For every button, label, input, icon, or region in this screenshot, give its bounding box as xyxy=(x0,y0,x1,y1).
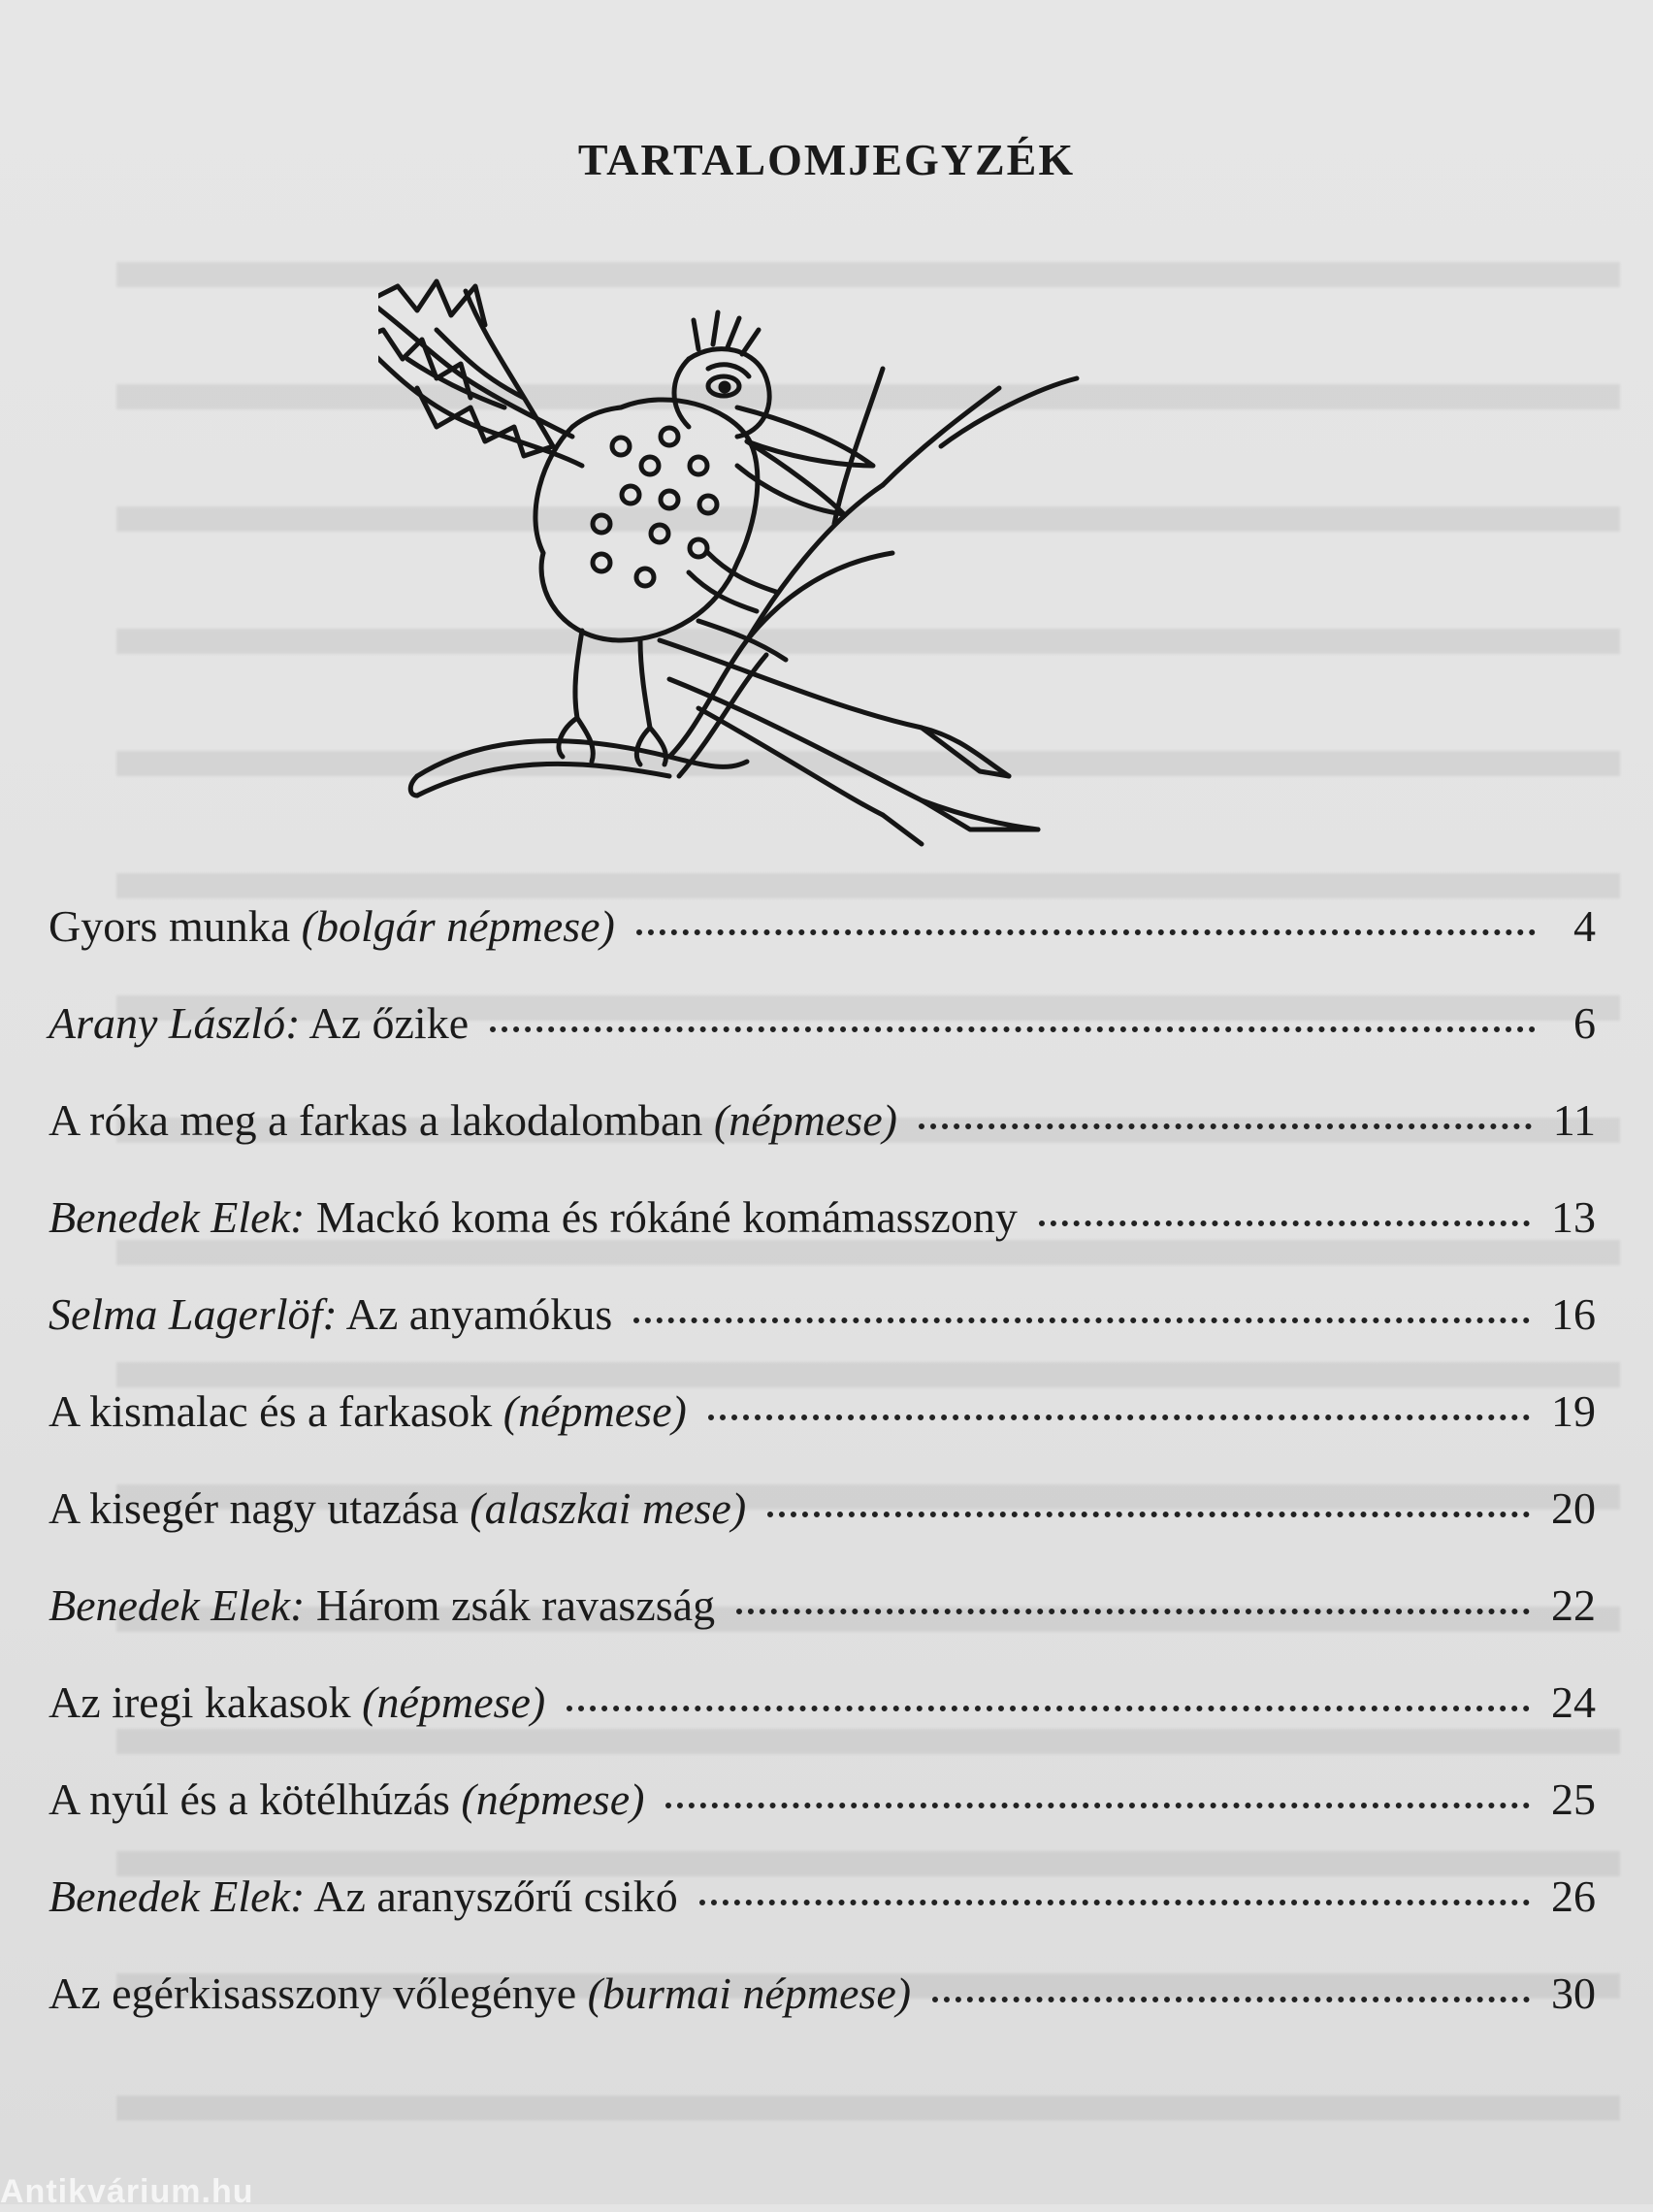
toc-entry[interactable] xyxy=(49,1387,1596,1484)
entry-note: (burmai népmese) xyxy=(587,1968,912,2018)
entry-title: Három zsák ravaszság xyxy=(315,1580,716,1630)
bird-on-branch-icon xyxy=(378,272,1300,854)
toc-entry[interactable] xyxy=(49,999,1596,1096)
entry-page-number: 6 xyxy=(1573,998,1596,1048)
entry-page-number: 30 xyxy=(1551,1968,1596,2018)
entry-title: Mackó koma és rókáné komámasszony xyxy=(315,1192,1018,1242)
entry-page-number: 20 xyxy=(1551,1483,1596,1533)
entry-author: Selma Lagerlöf: xyxy=(49,1289,338,1339)
table-of-contents xyxy=(49,902,1596,2066)
entry-note: (népmese) xyxy=(362,1677,546,1727)
dot-leader xyxy=(1039,1220,1530,1226)
watermark: Antikvárium.hu xyxy=(0,2173,254,2210)
dot-leader xyxy=(665,1803,1530,1808)
entry-page-number: 13 xyxy=(1551,1192,1596,1242)
entry-page-number: 19 xyxy=(1551,1386,1596,1436)
page-title: TARTALOMJEGYZÉK xyxy=(577,135,1076,184)
entry-page-number: 24 xyxy=(1551,1677,1596,1727)
entry-author: Arany László: xyxy=(49,998,301,1048)
dot-leader xyxy=(567,1706,1530,1711)
toc-entry[interactable] xyxy=(49,1872,1596,1969)
entry-page-number: 4 xyxy=(1573,901,1596,951)
entry-page-number: 11 xyxy=(1552,1095,1596,1145)
dot-leader xyxy=(699,1900,1530,1905)
toc-entry[interactable] xyxy=(49,1775,1596,1872)
entry-title: A nyúl és a kötélhúzás xyxy=(49,1774,450,1824)
entry-title: Az egérkisasszony vőlegénye xyxy=(49,1968,577,2018)
toc-entry[interactable] xyxy=(49,1193,1596,1290)
entry-note: (bolgár népmese) xyxy=(301,901,615,951)
entry-page-number: 16 xyxy=(1551,1289,1596,1339)
dot-leader xyxy=(708,1415,1530,1420)
entry-author: Benedek Elek: xyxy=(49,1580,306,1630)
entry-note: (népmese) xyxy=(713,1095,897,1145)
dot-leader xyxy=(636,929,1536,935)
entry-title: A róka meg a farkas a lakodalomban xyxy=(49,1095,703,1145)
entry-note: (népmese) xyxy=(502,1386,687,1436)
entry-title: Az őzike xyxy=(308,998,470,1048)
entry-title: Gyors munka xyxy=(49,901,291,951)
dot-leader xyxy=(490,1026,1536,1032)
entry-title: Az iregi kakasok xyxy=(49,1677,351,1727)
entry-title: A kismalac és a farkasok xyxy=(49,1386,493,1436)
toc-entry[interactable] xyxy=(49,1678,1596,1775)
entry-page-number: 25 xyxy=(1551,1774,1596,1824)
toc-entry[interactable] xyxy=(49,1484,1596,1581)
entry-page-number: 22 xyxy=(1551,1580,1596,1630)
entry-title: Az aranyszőrű csikó xyxy=(313,1871,678,1921)
entry-note: (népmese) xyxy=(461,1774,645,1824)
entry-note: (alaszkai mese) xyxy=(470,1483,747,1533)
dot-leader xyxy=(767,1512,1530,1517)
dot-leader xyxy=(633,1317,1530,1323)
toc-entry[interactable] xyxy=(49,1581,1596,1678)
toc-entry[interactable] xyxy=(49,902,1596,999)
toc-entry[interactable] xyxy=(49,1096,1596,1193)
entry-page-number: 26 xyxy=(1551,1871,1596,1921)
entry-title: Az anyamókus xyxy=(345,1289,613,1339)
dot-leader xyxy=(919,1123,1532,1129)
entry-title: A kisegér nagy utazása xyxy=(49,1483,459,1533)
toc-entry[interactable] xyxy=(49,1290,1596,1387)
dot-leader xyxy=(932,1997,1530,2002)
entry-author: Benedek Elek: xyxy=(49,1192,306,1242)
entry-author: Benedek Elek: xyxy=(49,1871,306,1921)
toc-entry[interactable] xyxy=(49,1969,1596,2066)
dot-leader xyxy=(736,1609,1530,1614)
